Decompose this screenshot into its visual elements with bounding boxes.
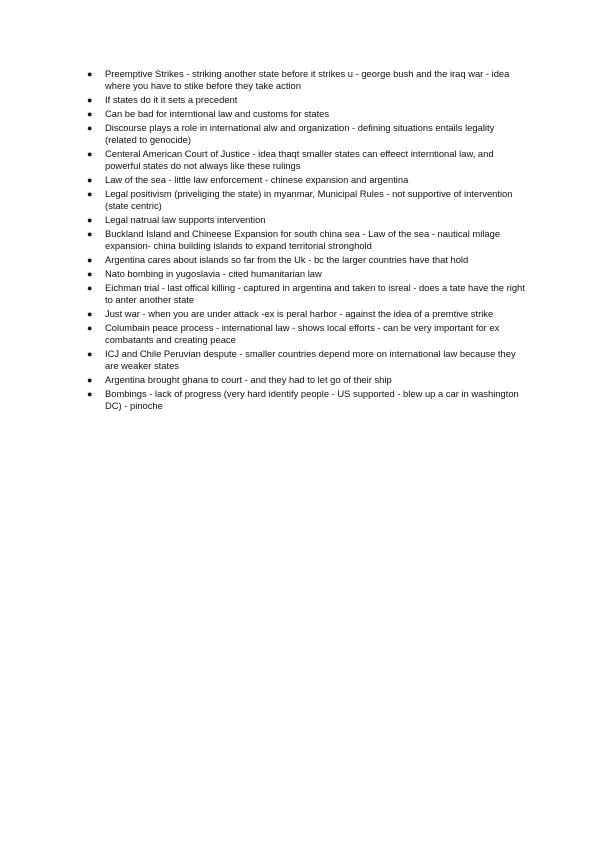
list-item-text: Eichman trial - last offical killing - captured in argentina and taken to isreal - does a tate have the right to anter another state [105, 282, 525, 305]
bullet-icon: ● [87, 189, 93, 199]
list-item [86, 268, 526, 280]
list-item-text: Just war - when you are under attack -ex is peral harbor - against the idea of a premtive strike [105, 308, 494, 319]
bullet-icon: ● [87, 375, 93, 385]
list-item [86, 228, 526, 252]
bullet-icon: ● [87, 309, 93, 319]
list-item-text: Legal natrual law supports intervention [105, 214, 266, 225]
list-item [86, 282, 526, 306]
list-item [86, 214, 526, 226]
bullet-icon: ● [87, 229, 93, 239]
list-item [86, 188, 526, 212]
list-item [86, 388, 526, 412]
bullet-icon: ● [87, 69, 93, 79]
list-item-text: Argentina cares about islands so far from the Uk - bc the larger countries have that hold [105, 254, 469, 265]
bullet-icon: ● [87, 215, 93, 225]
list-item-text: If states do it it sets a precedent [105, 94, 238, 105]
list-item-text: Legal positivism (priveliging the state) in myanmar, Municipal Rules - not supportive of intervention (state centric) [105, 188, 513, 211]
list-item [86, 148, 526, 172]
bullet-icon: ● [87, 149, 93, 159]
bullet-icon: ● [87, 283, 93, 293]
list-item-text: Preemptive Strikes - striking another state before it strikes u - george bush and the iraq war - idea where you have to stike before they take action [105, 68, 510, 91]
list-item [86, 322, 526, 346]
list-item [86, 94, 526, 106]
list-item-text: Centeral American Court of Justice - idea thaqt smaller states can effeect interntional law, and powerful states do not always like these rulings [105, 148, 494, 171]
list-item-text: Bombings - lack of progress (very hard identify people - US supported - blew up a car in washington DC) - pinoche [105, 388, 519, 411]
list-item [86, 374, 526, 386]
list-item-text: Buckland Island and Chineese Expansion for south china sea - Law of the sea - nautical milage expansion- china building islands to expand territorial stronghold [105, 228, 501, 251]
list-item-text: Law of the sea - little law enforcement - chinese expansion and argentina [105, 174, 409, 185]
list-item [86, 68, 526, 92]
list-item [86, 308, 526, 320]
list-item-text: Nato bombing in yugoslavia - cited humanitarian law [105, 268, 322, 279]
bullet-icon: ● [87, 323, 93, 333]
list-item [86, 348, 526, 372]
list-item-text: Argentina brought ghana to court - and they had to let go of their ship [105, 374, 392, 385]
bullet-icon: ● [87, 123, 93, 133]
list-item [86, 174, 526, 186]
list-item-text: Columbain peace process - international law - shows local efforts - can be very important for ex combatants and creating peace [105, 322, 500, 345]
list-item-text: ICJ and Chile Peruvian despute - smaller countries depend more on international law because they are weaker states [105, 348, 516, 371]
bullet-icon: ● [87, 349, 93, 359]
bullet-icon: ● [87, 389, 93, 399]
bullet-icon: ● [87, 95, 93, 105]
list-item [86, 122, 526, 146]
list-item [86, 254, 526, 266]
list-item [86, 108, 526, 120]
list-item-text: Discourse plays a role in international alw and organization - defining situations entails legality (related to genocide) [105, 122, 495, 145]
notes-bullet-list [86, 68, 526, 414]
bullet-icon: ● [87, 255, 93, 265]
bullet-icon: ● [87, 109, 93, 119]
list-item-text: Can be bad for interntional law and customs for states [105, 108, 330, 119]
bullet-icon: ● [87, 175, 93, 185]
bullet-icon: ● [87, 269, 93, 279]
